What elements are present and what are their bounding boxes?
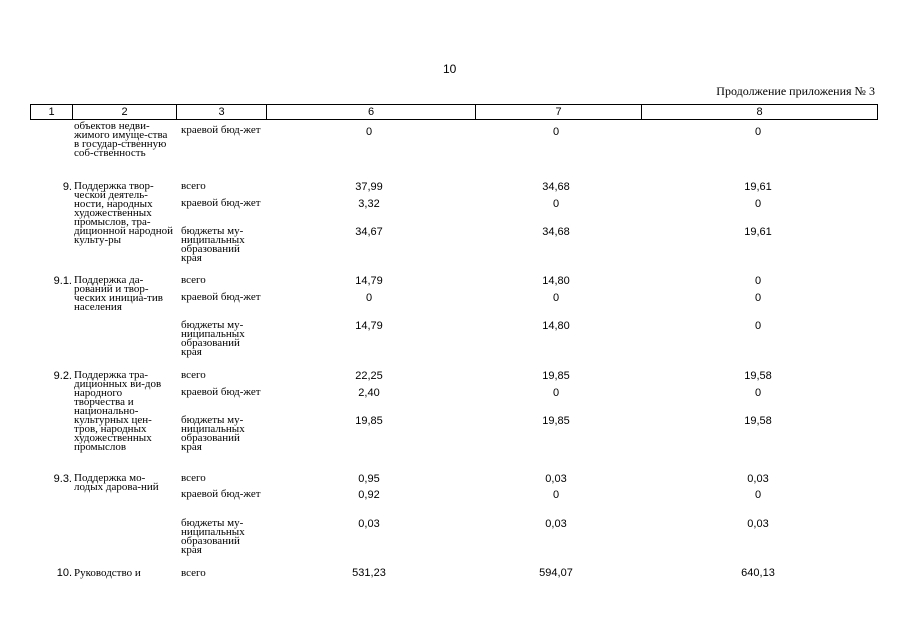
funding-source: бюджеты му-ниципальных образований края xyxy=(181,517,245,556)
value-col-8: 19,61 xyxy=(744,181,772,193)
funding-source: бюджеты му-ниципальных образований края xyxy=(181,414,245,453)
item-number: 9. xyxy=(62,181,72,193)
funding-source: всего xyxy=(181,180,206,192)
column-header: 8 xyxy=(642,105,878,120)
value-col-8: 0 xyxy=(754,489,762,501)
column-header: 6 xyxy=(267,105,476,120)
item-name: объектов недви-жимого имуще-ства в государ-ственную соб-ственность xyxy=(74,120,168,159)
item-name: Поддержка твор-ческой деятель-ности, народных художественных промыслов, тра-диционной народной культу-ры xyxy=(74,180,173,246)
column-header: 1 xyxy=(31,105,73,120)
value-col-8: 0 xyxy=(754,126,762,138)
value-col-7: 0 xyxy=(552,489,560,501)
value-col-7: 0,03 xyxy=(545,473,567,485)
value-col-7: 14,80 xyxy=(542,320,570,332)
value-col-8: 0,03 xyxy=(747,473,769,485)
value-col-6: 34,67 xyxy=(355,226,383,238)
value-col-8: 0 xyxy=(754,292,762,304)
column-header: 2 xyxy=(73,105,177,120)
funding-source: бюджеты му-ниципальных образований края xyxy=(181,319,245,358)
item-name: Поддержка да-рований и твор-ческих инициа-тив населения xyxy=(74,274,163,313)
value-col-6: 37,99 xyxy=(355,181,383,193)
table-body xyxy=(30,122,877,640)
continuation-note: Продолжение приложения № 3 xyxy=(716,84,875,98)
value-col-6: 0,92 xyxy=(358,489,380,501)
item-number: 9.2. xyxy=(53,370,72,382)
value-col-7: 34,68 xyxy=(542,181,570,193)
value-col-7: 0 xyxy=(552,126,560,138)
value-col-7: 34,68 xyxy=(542,226,570,238)
value-col-8: 0 xyxy=(754,320,762,332)
funding-source: краевой бюд-жет xyxy=(181,197,261,209)
value-col-7: 14,80 xyxy=(542,275,570,287)
value-col-7: 19,85 xyxy=(542,370,570,382)
value-col-6: 14,79 xyxy=(355,320,383,332)
value-col-6: 2,40 xyxy=(358,387,380,399)
value-col-8: 0 xyxy=(754,275,762,287)
page-number: 10 xyxy=(443,62,457,76)
value-col-8: 640,13 xyxy=(741,567,775,579)
item-number: 10. xyxy=(56,567,72,579)
value-col-6: 19,85 xyxy=(355,415,383,427)
column-header-table xyxy=(30,104,878,120)
value-col-6: 0,03 xyxy=(358,518,380,530)
value-col-7: 594,07 xyxy=(539,567,573,579)
value-col-8: 0,03 xyxy=(747,518,769,530)
item-number: 9.3. xyxy=(53,473,72,485)
value-col-7: 19,85 xyxy=(542,415,570,427)
value-col-8: 19,61 xyxy=(744,226,772,238)
funding-source: всего xyxy=(181,472,206,484)
funding-source: краевой бюд-жет xyxy=(181,386,261,398)
value-col-6: 531,23 xyxy=(352,567,386,579)
value-col-8: 0 xyxy=(754,387,762,399)
funding-source: бюджеты му-ниципальных образований края xyxy=(181,225,245,264)
value-col-6: 3,32 xyxy=(358,198,380,210)
item-name: Поддержка тра-диционных ви-дов народного творчества и национально-культурных цен-тров, народных художественных промыслов xyxy=(74,369,162,453)
funding-source: всего xyxy=(181,369,206,381)
item-name: Руководство и xyxy=(74,567,141,579)
item-number: 9.1. xyxy=(53,275,72,287)
value-col-7: 0 xyxy=(552,387,560,399)
value-col-6: 0 xyxy=(365,292,373,304)
funding-source: краевой бюд-жет xyxy=(181,124,261,136)
funding-source: краевой бюд-жет xyxy=(181,291,261,303)
funding-source: всего xyxy=(181,567,206,579)
column-header: 7 xyxy=(476,105,642,120)
funding-source: всего xyxy=(181,274,206,286)
funding-source: краевой бюд-жет xyxy=(181,488,261,500)
column-header-row xyxy=(31,105,878,120)
value-col-7: 0 xyxy=(552,292,560,304)
value-col-8: 19,58 xyxy=(744,370,772,382)
value-col-8: 19,58 xyxy=(744,415,772,427)
value-col-6: 0 xyxy=(365,126,373,138)
value-col-6: 0,95 xyxy=(358,473,380,485)
value-col-8: 0 xyxy=(754,198,762,210)
item-name: Поддержка мо-лодых дарова-ний xyxy=(74,472,159,493)
value-col-7: 0 xyxy=(552,198,560,210)
value-col-6: 14,79 xyxy=(355,275,383,287)
value-col-7: 0,03 xyxy=(545,518,567,530)
column-header: 3 xyxy=(177,105,267,120)
value-col-6: 22,25 xyxy=(355,370,383,382)
